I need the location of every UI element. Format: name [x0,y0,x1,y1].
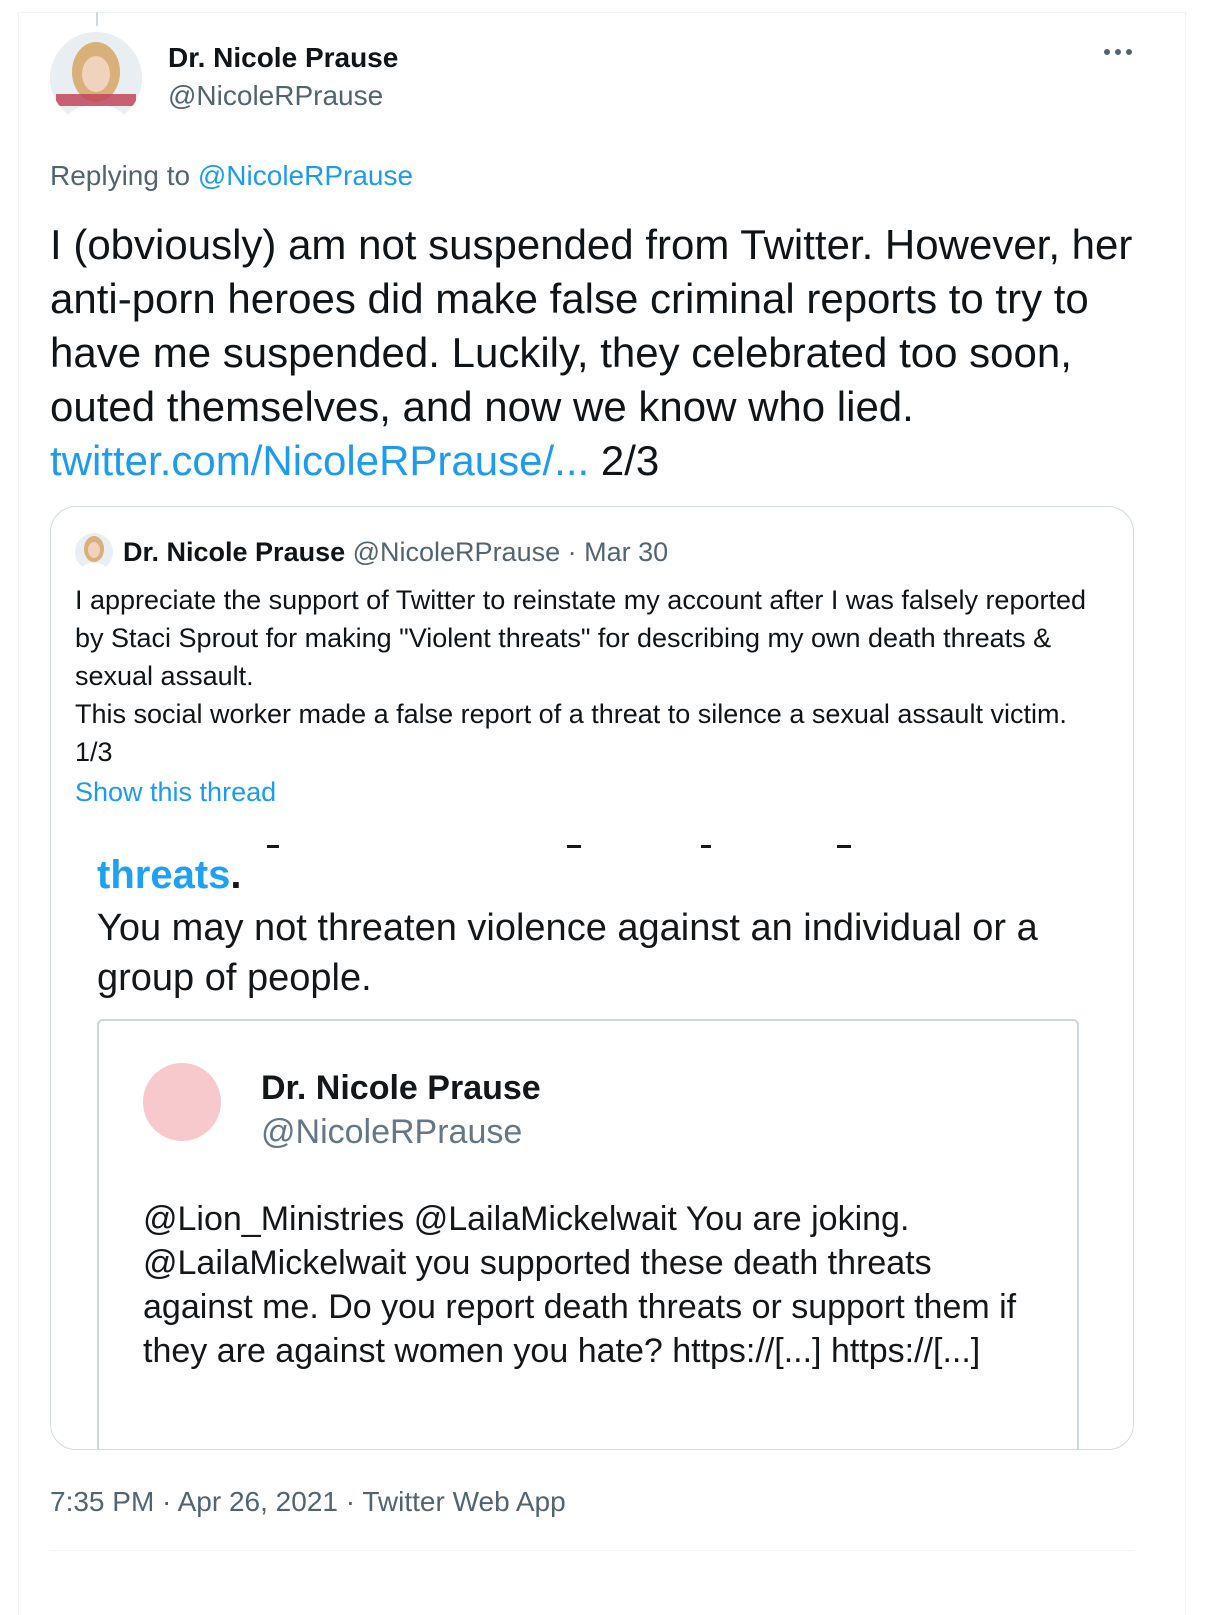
dot [1115,49,1121,55]
quoted-tweet-card[interactable] [50,506,1134,1450]
quoted-header [123,537,668,568]
author-name[interactable]: Dr. Nicole Prause [168,42,399,73]
policy-heading-punct: . [230,853,242,897]
policy-heading [97,853,242,898]
cropped-text-fragment [701,845,711,848]
cropped-text-fragment [267,845,279,848]
divider [50,1550,1134,1551]
quoted-author-name: Dr. Nicole Prause [123,537,346,567]
dot [1126,49,1132,55]
author-handle[interactable]: @NicoleRPrause [168,80,384,111]
quoted-text [75,581,1105,771]
quoted-text-line: This social worker made a false report of a threat to silence a sexual assault victim. 1/3 [75,699,1067,767]
cropped-text-fragment [837,845,851,848]
tweet-body: I (obviously) am not suspended from Twitter. However, her anti-porn heroes did make false criminal reports to try to have me suspended. Luckily, they celebrated too soon, outed themselves, and now we know who lied. [50,221,1133,430]
dot [1104,49,1110,55]
tweet-text [50,218,1160,488]
show-thread-link[interactable]: Show this thread [75,777,277,807]
replying-to [50,160,413,192]
tweet-timestamp[interactable]: 7:35 PM · Apr 26, 2021 · Twitter Web App [50,1486,566,1517]
cropped-text-fragment [567,845,581,848]
quoted-media-image[interactable] [51,825,1134,1450]
more-options-icon[interactable] [1100,40,1136,64]
quoted-text-line: I appreciate the support of Twitter to reinstate my account after I was falsely reported by Staci Sprout for making "Violent threats" for describing my own death threats & sexual assault. [75,585,1087,691]
profile-photo [50,32,142,124]
quoted-meta: @NicoleRPrause · Mar 30 [352,537,669,567]
quoted-avatar [75,533,113,571]
avatar[interactable] [50,32,142,124]
embedded-tweet [97,1019,1079,1450]
embedded-avatar [143,1063,221,1141]
embedded-author-handle: @NicoleRPrause [261,1113,523,1151]
embedded-tweet-text: @Lion_Ministries @LailaMickelwait You are joking. @LailaMickelwait you supported these death threats against me. Do you report death threats or support them if they are against women you hate? https://[...] https://[...] [143,1200,1017,1370]
thread-count: 2/3 [600,437,660,484]
thread-connector-line [96,12,98,26]
embedded-author-name: Dr. Nicole Prause [261,1069,541,1107]
tweet-link[interactable]: twitter.com/NicoleRPrause/... [50,437,590,484]
policy-rule-text: You may not threaten violence against an individual or a group of people. [97,907,1038,999]
replying-prefix: Replying to [50,160,191,191]
quoted-profile-photo [75,533,113,571]
replying-to-link[interactable]: @NicoleRPrause [197,160,414,191]
policy-heading-text: threats [97,853,231,897]
